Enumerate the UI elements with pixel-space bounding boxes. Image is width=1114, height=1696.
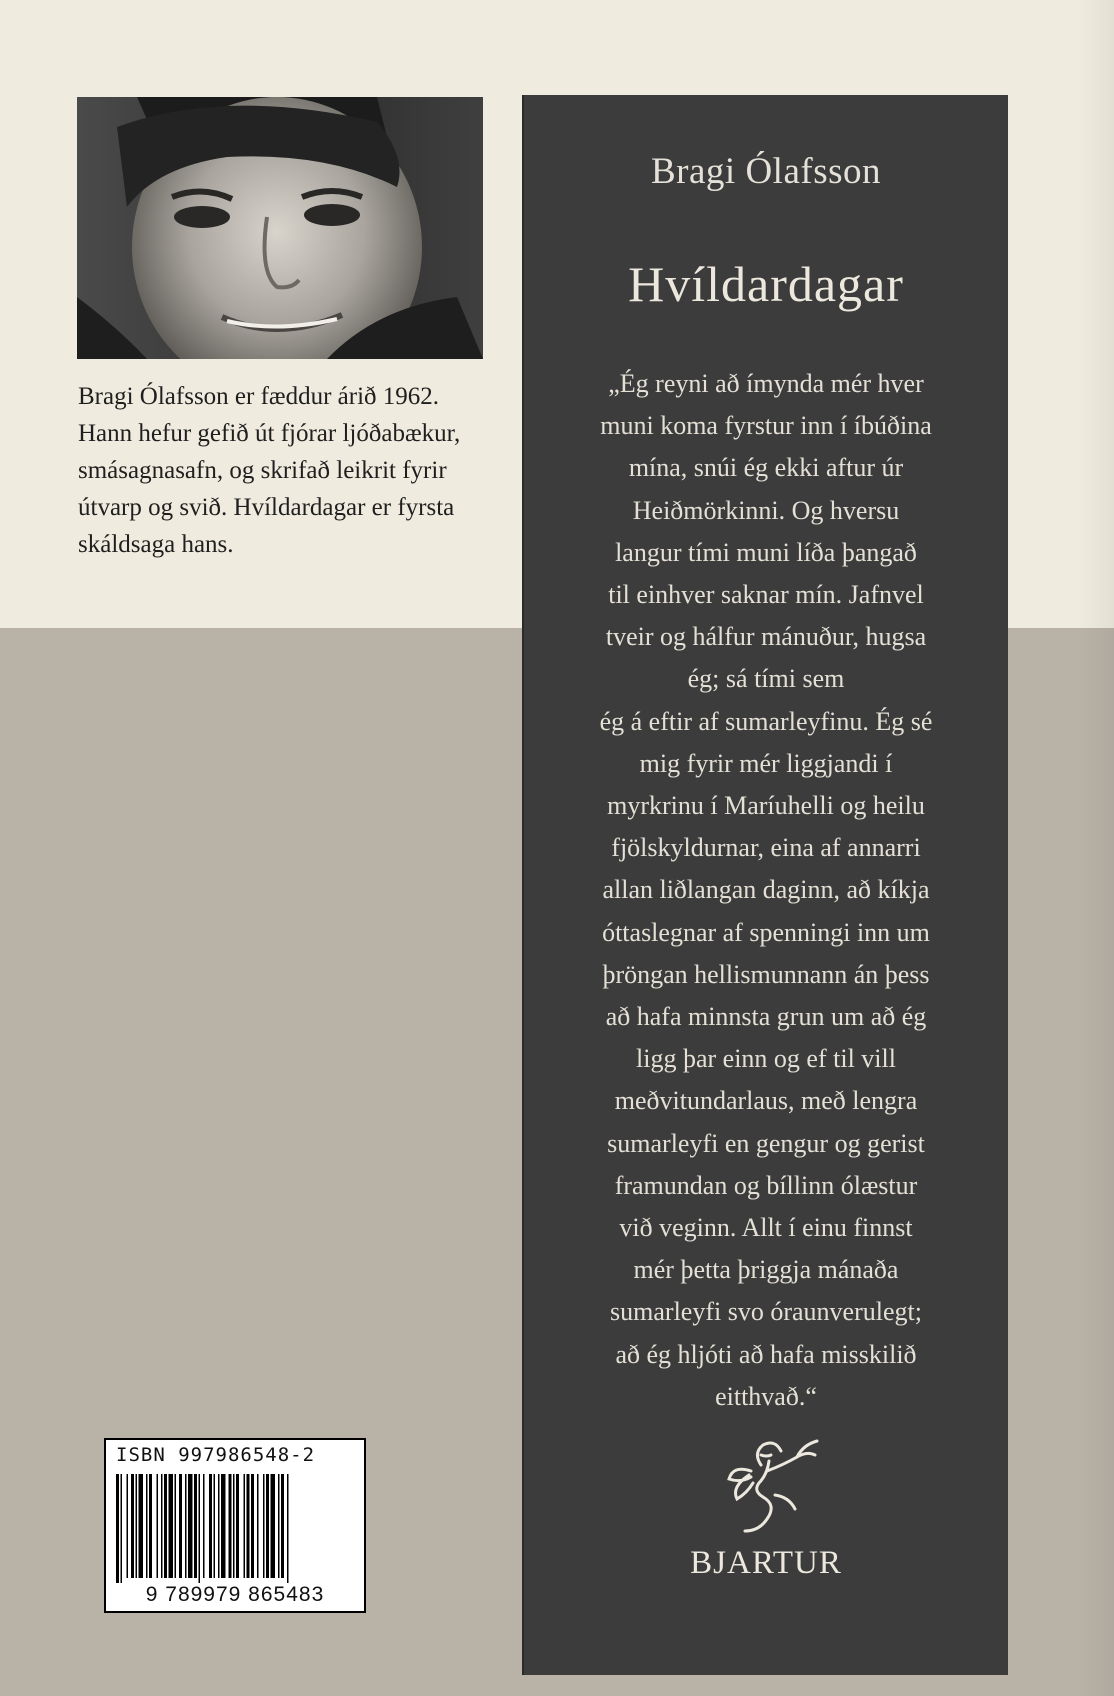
barcode-bar bbox=[185, 1474, 187, 1578]
book-title: Hvíldardagar bbox=[628, 256, 904, 312]
quote-line: að ég hljóti að hafa misskilið bbox=[615, 1339, 917, 1369]
quote-line: langur tími muni líða þangað bbox=[615, 537, 917, 567]
quote-line: mína, snúi ég ekki aftur úr bbox=[628, 453, 904, 483]
author-name: Bragi Ólafsson bbox=[651, 151, 881, 192]
quote-line: tveir og hálfur mánuður, hugsa bbox=[605, 622, 927, 652]
barcode-bar bbox=[218, 1474, 220, 1578]
quote-line: þröngan hellismunnann án þess bbox=[602, 959, 930, 989]
quote-line: sumarleyfi en gengur og gerist bbox=[607, 1128, 925, 1158]
author-portrait-image bbox=[77, 97, 483, 359]
barcode-bar bbox=[149, 1474, 152, 1578]
publisher-name: BJARTUR bbox=[690, 1545, 842, 1581]
quote-line: fjölskyldurnar, eina af annarri bbox=[611, 833, 921, 863]
barcode-bar bbox=[169, 1474, 174, 1578]
ean-number: 9 789979 865483 bbox=[106, 1583, 364, 1609]
barcode-bar bbox=[257, 1474, 259, 1578]
barcode-bar bbox=[229, 1474, 232, 1578]
quote-line: Heiðmörkinni. Og hversu bbox=[632, 495, 900, 525]
quote-panel bbox=[522, 95, 1008, 1675]
quote-line: myrkrinu í Maríuhelli og heilu bbox=[607, 791, 925, 821]
quote-line: ég; sá tími sem bbox=[687, 664, 845, 694]
barcode-bar bbox=[194, 1474, 197, 1578]
quote-line: eitthvað.“ bbox=[715, 1381, 817, 1411]
barcode-bar bbox=[175, 1474, 177, 1578]
barcode-bar bbox=[209, 1474, 212, 1578]
author-photo bbox=[77, 97, 483, 359]
quote-line: sumarleyfi svo óraunverulegt; bbox=[610, 1297, 922, 1327]
quote-line: ég á eftir af sumarleyfinu. Ég sé bbox=[599, 706, 933, 736]
excerpt-quote bbox=[548, 363, 984, 1418]
quote-line: muni koma fyrstur inn í íbúðina bbox=[600, 411, 932, 441]
quote-line: „Ég reyni að ímynda mér hver bbox=[608, 369, 924, 398]
isbn-text: ISBN 997986548-2 bbox=[116, 1444, 316, 1466]
barcode-bar bbox=[263, 1474, 265, 1578]
barcode-bar bbox=[188, 1474, 193, 1578]
barcode-bar bbox=[139, 1474, 144, 1578]
barcode-bar bbox=[161, 1474, 163, 1578]
barcode-bar bbox=[281, 1474, 284, 1578]
quote-line: mér þetta þriggja mánaða bbox=[633, 1255, 899, 1285]
barcode-bar bbox=[236, 1474, 239, 1578]
barcode-bar bbox=[214, 1474, 216, 1578]
barcode-bar bbox=[287, 1474, 289, 1586]
barcode-bar bbox=[179, 1474, 182, 1578]
quote-line: við veginn. Allt í einu finnst bbox=[619, 1213, 913, 1243]
barcode-bar bbox=[116, 1474, 119, 1586]
cover-edge-shadow bbox=[1078, 0, 1114, 1696]
quote-line: til einhver saknar mín. Jafnvel bbox=[608, 580, 924, 610]
barcode-bar bbox=[271, 1474, 276, 1578]
quote-line: meðvitundarlaus, með lengra bbox=[614, 1086, 918, 1116]
barcode-bar bbox=[247, 1474, 250, 1578]
isbn-barcode bbox=[104, 1438, 366, 1613]
barcode-bar bbox=[221, 1474, 226, 1578]
barcode-bar bbox=[131, 1474, 134, 1578]
quote-line: ligg þar einn og ef til vill bbox=[636, 1044, 896, 1074]
barcode-bar bbox=[244, 1474, 246, 1578]
quote-line: mig fyrir mér liggjandi í bbox=[639, 748, 893, 778]
angel-icon bbox=[723, 1435, 827, 1541]
barcode-bars bbox=[114, 1474, 356, 1586]
barcode-bar bbox=[203, 1474, 205, 1578]
barcode-bar bbox=[121, 1474, 123, 1586]
quote-line: allan liðlangan daginn, að kíkja bbox=[602, 875, 930, 905]
barcode-bar bbox=[157, 1474, 159, 1578]
barcode-bar bbox=[266, 1474, 269, 1578]
quote-line: að hafa minnsta grun um að ég bbox=[605, 1002, 927, 1032]
barcode-bar bbox=[233, 1474, 235, 1578]
quote-line: framundan og bíllinn ólæstur bbox=[614, 1170, 918, 1200]
barcode-bar bbox=[251, 1474, 254, 1578]
barcode-bar bbox=[278, 1474, 280, 1578]
barcode-bar bbox=[199, 1474, 201, 1586]
barcode-bar bbox=[146, 1474, 148, 1578]
quote-line: óttaslegnar af spenningi inn um bbox=[602, 917, 930, 947]
barcode-bar bbox=[127, 1474, 129, 1578]
barcode-bar bbox=[136, 1474, 138, 1578]
author-bio: Bragi Ólafsson er fæddur árið 1962. Hann hefur gefið út fjórar ljóðabækur, smásagnasafn, og skrifað leikrit fyrir útvarp og svið. Hvíldardagar er fyrsta skáldsaga hans. bbox=[78, 383, 461, 558]
barcode-bar bbox=[164, 1474, 167, 1578]
